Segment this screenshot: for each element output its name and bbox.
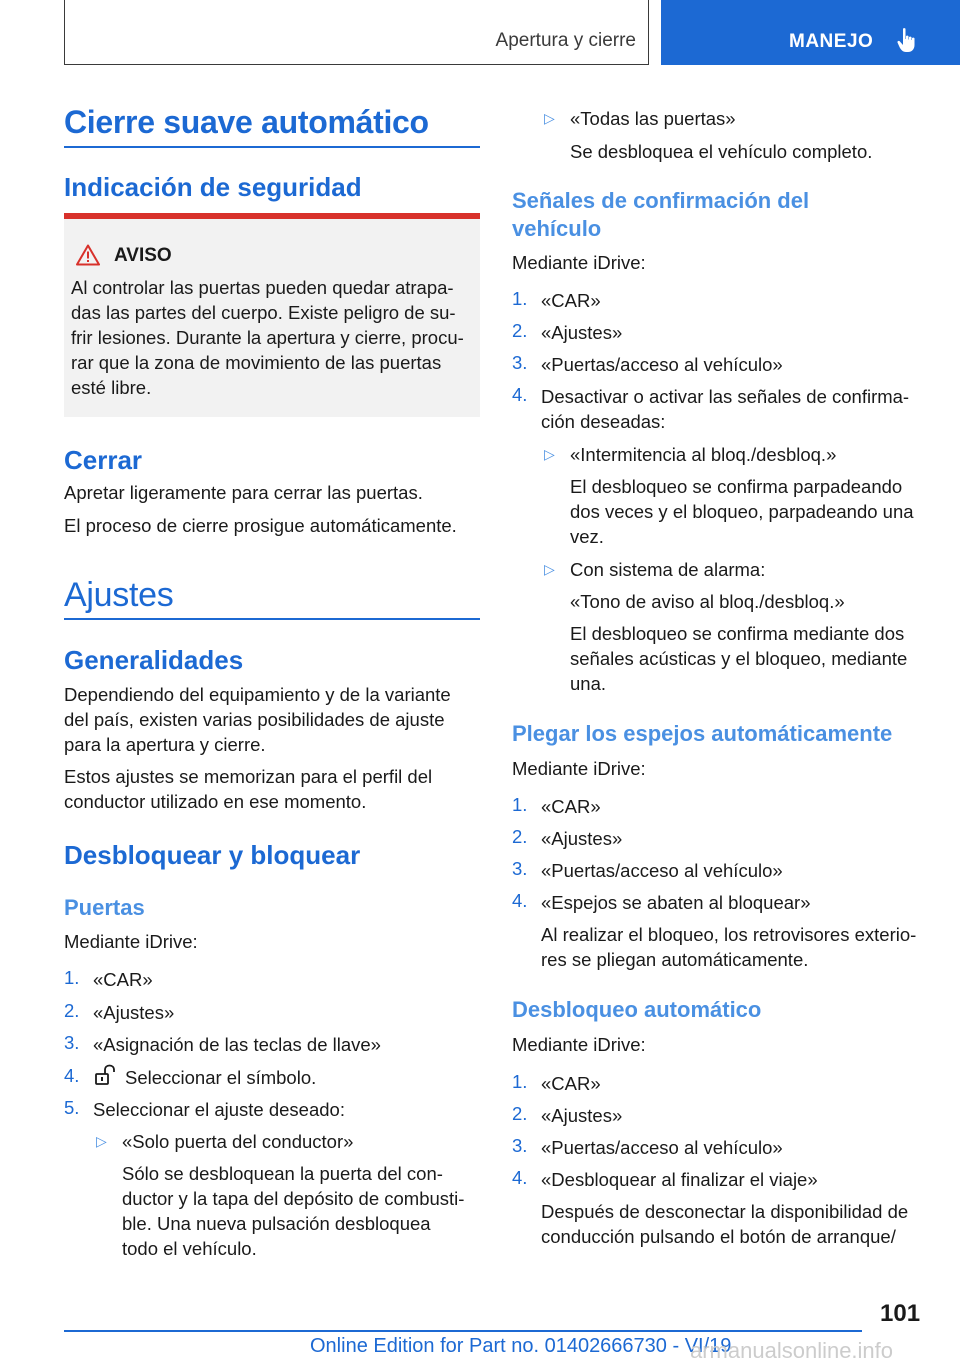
sub-option-description: Se desbloquea el vehículo completo. (570, 141, 873, 162)
paragraph-mediante: Mediante iDrive: (512, 758, 646, 779)
text-line: conducción pulsando el botón de arranque/ (541, 1226, 896, 1247)
text-line: Estos ajustes se memorizan para el perfil del (64, 766, 433, 787)
heading-rule (64, 146, 480, 148)
step-description (541, 1199, 931, 1249)
text-line: Dependiendo del equipamiento y de la variante (64, 684, 451, 705)
step-number: 4. (64, 1065, 80, 1086)
step-text: «Asignación de las teclas de llave» (93, 1034, 381, 1055)
heading-indicacion-seguridad: Indicación de seguridad (64, 172, 362, 202)
sub-option-description (570, 474, 932, 549)
unlock-icon (94, 1064, 116, 1086)
footer-rule (64, 1330, 862, 1332)
step-number: 2. (512, 320, 528, 341)
step-number: 4. (512, 384, 528, 405)
bullet-triangle-icon: ▷ (544, 446, 555, 462)
warning-box (64, 213, 480, 417)
warning-triangle-icon (76, 244, 100, 266)
step-text: «Ajustes» (541, 1105, 623, 1126)
step-number: 3. (64, 1032, 80, 1053)
text-line: todo el vehículo. (122, 1238, 257, 1259)
step-number: 1. (512, 288, 528, 309)
sub-option-title: Con sistema de alarma: (570, 559, 766, 580)
text-line: Sólo se desbloquean la puerta del con- (122, 1163, 443, 1184)
warning-text (71, 275, 476, 400)
header-section-box (64, 0, 649, 65)
text-line: una. (570, 673, 607, 694)
heading-cierre-suave: Cierre suave automático (64, 104, 429, 140)
step-text: «Puertas/acceso al vehículo» (541, 1137, 783, 1158)
step-number: 3. (512, 858, 528, 879)
heading-cerrar: Cerrar (64, 445, 143, 475)
step-number: 5. (64, 1097, 80, 1118)
warning-line: das las partes del cuerpo. Existe peligro de su- (71, 302, 456, 323)
sub-option-description (570, 621, 932, 696)
text-line: del país, existen varias posibilidades de ajuste (64, 709, 445, 730)
step-number: 2. (512, 1103, 528, 1124)
warning-line: frir lesiones. Durante la apertura y cierre, procu- (71, 327, 464, 348)
step-text: «Ajustes» (541, 828, 623, 849)
text-line: ble. Una nueva pulsación desbloquea (122, 1213, 431, 1234)
text-line: El desbloqueo se confirma parpadeando (570, 476, 903, 497)
sub-option-description (122, 1161, 482, 1261)
step-number: 3. (512, 352, 528, 373)
text-line: para la apertura y cierre. (64, 734, 266, 755)
text-line: vez. (570, 526, 604, 547)
bullet-triangle-icon: ▷ (544, 110, 555, 126)
paragraph-generalidades (64, 682, 480, 757)
heading-plegar-espejos: Plegar los espejos automáticamente (512, 721, 893, 746)
step-number: 4. (512, 1167, 528, 1188)
step-text: «CAR» (541, 796, 601, 817)
watermark: armanualsonline.info (690, 1338, 894, 1362)
step-text: «Ajustes» (93, 1002, 175, 1023)
sub-option-title: «Intermitencia al bloq./desbloq.» (570, 444, 837, 465)
step-text: «Puertas/acceso al vehículo» (541, 860, 783, 881)
heading-senales-confirmacion (512, 187, 809, 243)
hand-pointer-icon (897, 27, 919, 53)
paragraph-mediante: Mediante iDrive: (64, 931, 198, 952)
heading-desbloquear-bloquear: Desbloquear y bloquear (64, 840, 361, 870)
step-text: Seleccionar el ajuste deseado: (93, 1099, 345, 1120)
step-number: 3. (512, 1135, 528, 1156)
text-line: Después de desconectar la disponibilidad de (541, 1201, 909, 1222)
heading-desbloqueo-automatico: Desbloqueo automático (512, 997, 762, 1022)
step-number: 1. (512, 794, 528, 815)
text-line: conductor utilizado en ese momento. (64, 791, 367, 812)
paragraph-mediante: Mediante iDrive: (512, 252, 646, 273)
step-text: Desactivar o activar las señales de confirma- (541, 386, 910, 407)
step-number: 1. (64, 967, 80, 988)
paragraph-generalidades-2 (64, 764, 480, 814)
step-text: «Ajustes» (541, 322, 623, 343)
sub-option-subtitle: «Tono de aviso al bloq./desbloq.» (570, 591, 845, 612)
text-line: res se pliegan automáticamente. (541, 949, 809, 970)
text-line: Al realizar el bloqueo, los retrovisores exterio- (541, 924, 917, 945)
page-number: 101 (880, 1300, 921, 1327)
step-number: 2. (64, 1000, 80, 1021)
bullet-triangle-icon: ▷ (544, 561, 555, 577)
step-text: «Puertas/acceso al vehículo» (541, 354, 783, 375)
heading-rule (64, 618, 480, 620)
step-text: «Desbloquear al finalizar el viaje» (541, 1169, 818, 1190)
text-line: El desbloqueo se confirma mediante dos (570, 623, 905, 644)
warning-title: AVISO (114, 245, 172, 266)
heading-line: vehículo (512, 216, 602, 241)
footer-edition: Online Edition for Part no. 01402666730 - VI/19 (310, 1335, 732, 1357)
step-text: Seleccionar el símbolo. (125, 1067, 317, 1088)
text-line: dos veces y el bloqueo, parpadeando una (570, 501, 914, 522)
paragraph-cerrar-2: El proceso de cierre prosigue automáticamente. (64, 515, 457, 536)
step-number: 2. (512, 826, 528, 847)
step-text: «CAR» (541, 290, 601, 311)
step-number: 4. (512, 890, 528, 911)
bullet-triangle-icon: ▷ (96, 1133, 107, 1149)
heading-ajustes: Ajustes (64, 576, 174, 614)
step-text: «CAR» (93, 969, 153, 990)
step-text: «CAR» (541, 1073, 601, 1094)
heading-generalidades: Generalidades (64, 645, 244, 675)
paragraph-mediante: Mediante iDrive: (512, 1034, 646, 1055)
text-line: ductor y la tapa del depósito de combusti- (122, 1188, 465, 1209)
heading-puertas: Puertas (64, 895, 145, 920)
step-text: «Espejos se abaten al bloquear» (541, 892, 811, 913)
header-chapter-title: MANEJO (789, 31, 874, 52)
heading-line: Señales de confirmación del (512, 188, 810, 213)
header-section-title: Apertura y cierre (495, 30, 636, 51)
warning-line: rar que la zona de movimiento de las puertas (71, 352, 442, 373)
header-chapter-tab[interactable] (661, 0, 960, 65)
warning-line: Al controlar las puertas pueden quedar atrapa- (71, 277, 454, 298)
text-line: señales acústicas y el bloqueo, mediante (570, 648, 908, 669)
sub-option-title: «Solo puerta del conductor» (122, 1131, 354, 1152)
sub-option-title: «Todas las puertas» (570, 108, 736, 129)
paragraph-cerrar-1: Apretar ligeramente para cerrar las puertas. (64, 482, 423, 503)
step-text-continued: ción deseadas: (541, 411, 666, 432)
step-number: 1. (512, 1071, 528, 1092)
warning-line: esté libre. (71, 377, 152, 398)
step-description (541, 922, 931, 972)
